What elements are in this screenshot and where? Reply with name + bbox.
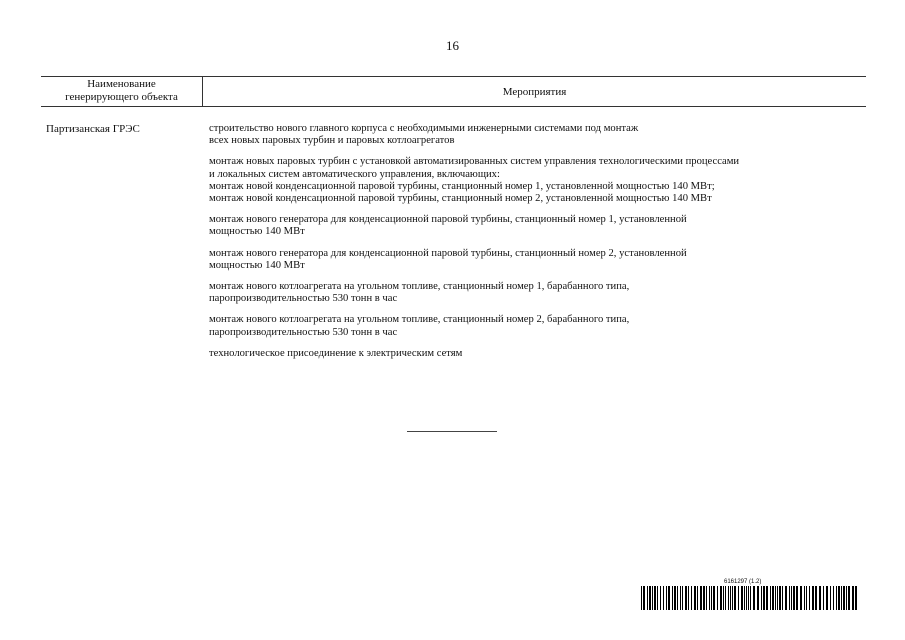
barcode-bar <box>791 586 792 610</box>
barcode-bar <box>757 586 759 610</box>
measure-line: монтаж нового генератора для конденсационной паровой турбины, станционный номер 1, установленной <box>209 214 687 226</box>
table-header-rule <box>41 106 866 107</box>
barcode-bar <box>744 586 745 610</box>
barcode-bar <box>804 586 805 610</box>
measure-line: монтаж новой конденсационной паровой турбины, станционный номер 2, установленной мощностью 140 МВт <box>209 193 712 205</box>
barcode-bar <box>823 586 824 610</box>
measure-item <box>209 281 869 305</box>
barcode-bar <box>713 586 715 610</box>
barcode-bar <box>846 586 847 610</box>
barcode-bar <box>641 586 642 610</box>
column-header-object-name-line: генерирующего объекта <box>65 91 178 103</box>
measures-list <box>209 123 869 369</box>
measure-line: паропроизводительностью 530 тонн в час <box>209 326 398 338</box>
barcode-bar <box>848 586 850 610</box>
barcode-bar <box>806 586 807 610</box>
measure-line: паропроизводительностью 530 тонн в час <box>209 293 398 305</box>
barcode-bar <box>694 586 696 610</box>
barcode-bar <box>770 586 771 610</box>
barcode-bar <box>647 586 648 610</box>
measure-line: всех новых паровых турбин и паровых котлоагрегатов <box>209 135 455 147</box>
table-top-rule <box>41 76 866 77</box>
barcode-bar <box>793 586 795 610</box>
measure-line: строительство нового главного корпуса с необходимыми инженерными системами под монтаж <box>209 123 639 134</box>
barcode-bar <box>772 586 774 610</box>
barcode-bar <box>775 586 776 610</box>
barcode-bar <box>782 586 783 610</box>
barcode-bar <box>843 586 845 610</box>
column-header-object-name-line: Наименование <box>87 78 156 90</box>
barcode-bar <box>711 586 712 610</box>
barcode-bar <box>789 586 790 610</box>
barcode-bar <box>800 586 802 610</box>
barcode-bar <box>706 586 707 610</box>
measure-line: мощностью 140 МВт <box>209 226 305 238</box>
measure-line: монтаж нового генератора для конденсационной паровой турбины, станционный номер 2, установленной <box>209 247 687 259</box>
barcode-bar <box>753 586 755 610</box>
barcode-bar <box>657 586 658 610</box>
barcode-bar <box>666 586 667 610</box>
barcode-bar <box>809 586 810 610</box>
measure-item <box>209 314 869 338</box>
barcode-bar <box>841 586 842 610</box>
barcode-bar <box>688 586 689 610</box>
barcode-bar <box>672 586 673 610</box>
barcode-bar <box>685 586 687 610</box>
barcode-bar <box>660 586 661 610</box>
barcode-bar <box>796 586 798 610</box>
barcode-bar <box>720 586 722 610</box>
barcode-bar <box>779 586 781 610</box>
column-header-measures: Мероприятия <box>502 86 567 98</box>
barcode-bar <box>819 586 821 610</box>
measure-line: мощностью 140 МВт <box>209 259 305 271</box>
measure-item <box>209 156 869 205</box>
barcode-bar <box>730 586 731 610</box>
barcode-bar <box>709 586 710 610</box>
barcode-bar <box>833 586 834 610</box>
barcode-bar <box>750 586 751 610</box>
barcode-bar <box>830 586 831 610</box>
barcode-bar <box>682 586 683 610</box>
barcode-bar <box>725 586 726 610</box>
barcode-bar <box>852 586 854 610</box>
barcode-bar <box>680 586 681 610</box>
barcode-bar <box>777 586 778 610</box>
measure-item <box>209 248 869 272</box>
measure-line: монтаж новой конденсационной паровой турбины, станционный номер 1, установленной мощностью 140 МВт; <box>209 180 715 192</box>
barcode-bar <box>703 586 705 610</box>
column-header-object-name <box>41 78 202 104</box>
barcode-bar <box>677 586 678 610</box>
barcode-bar <box>855 586 857 610</box>
measure-line: технологическое присоединение к электрическим сетям <box>209 347 463 359</box>
barcode-bar <box>732 586 733 610</box>
barcode-bar <box>643 586 645 610</box>
barcode-bar <box>717 586 718 610</box>
barcode-bar <box>812 586 814 610</box>
barcode-bar <box>761 586 762 610</box>
barcode-bar <box>785 586 787 610</box>
barcode-bar <box>697 586 698 610</box>
measure-item <box>209 214 869 238</box>
measure-line: монтаж нового котлоагрегата на угольном топливе, станционный номер 1, барабанного типа, <box>209 281 630 293</box>
object-name: Партизанская ГРЭС <box>46 123 140 135</box>
barcode-bar <box>723 586 724 610</box>
barcode-bar <box>728 586 729 610</box>
barcode-bar <box>700 586 702 610</box>
document-code: 6161297 (1.2) <box>724 579 762 585</box>
measure-line: и локальных систем автоматического управления, включающих: <box>209 168 500 180</box>
barcode-bar <box>748 586 749 610</box>
page-number: 16 <box>446 38 459 53</box>
barcode-bar <box>663 586 664 610</box>
barcode-bar <box>738 586 739 610</box>
barcode-bar <box>668 586 670 610</box>
barcode-bar <box>691 586 692 610</box>
end-of-table-rule <box>407 431 497 432</box>
barcode-bar <box>766 586 768 610</box>
barcode-bar <box>746 586 747 610</box>
barcode-bar <box>652 586 653 610</box>
barcode-bar <box>654 586 656 610</box>
barcode-bar <box>741 586 743 610</box>
measure-item <box>209 123 869 147</box>
barcode-bar <box>836 586 837 610</box>
barcode-bar <box>815 586 817 610</box>
barcode-bar <box>763 586 765 610</box>
measure-line: монтаж новых паровых турбин с установкой автоматизированных систем управления технологическими процессами <box>209 156 740 168</box>
barcode-bar <box>734 586 736 610</box>
barcode-bar <box>838 586 840 610</box>
measure-item <box>209 348 869 360</box>
barcode-bar <box>674 586 676 610</box>
barcode-bar <box>826 586 828 610</box>
measure-line: монтаж нового котлоагрегата на угольном топливе, станционный номер 2, барабанного типа, <box>209 314 630 326</box>
barcode-bar <box>649 586 651 610</box>
barcode <box>641 586 858 610</box>
